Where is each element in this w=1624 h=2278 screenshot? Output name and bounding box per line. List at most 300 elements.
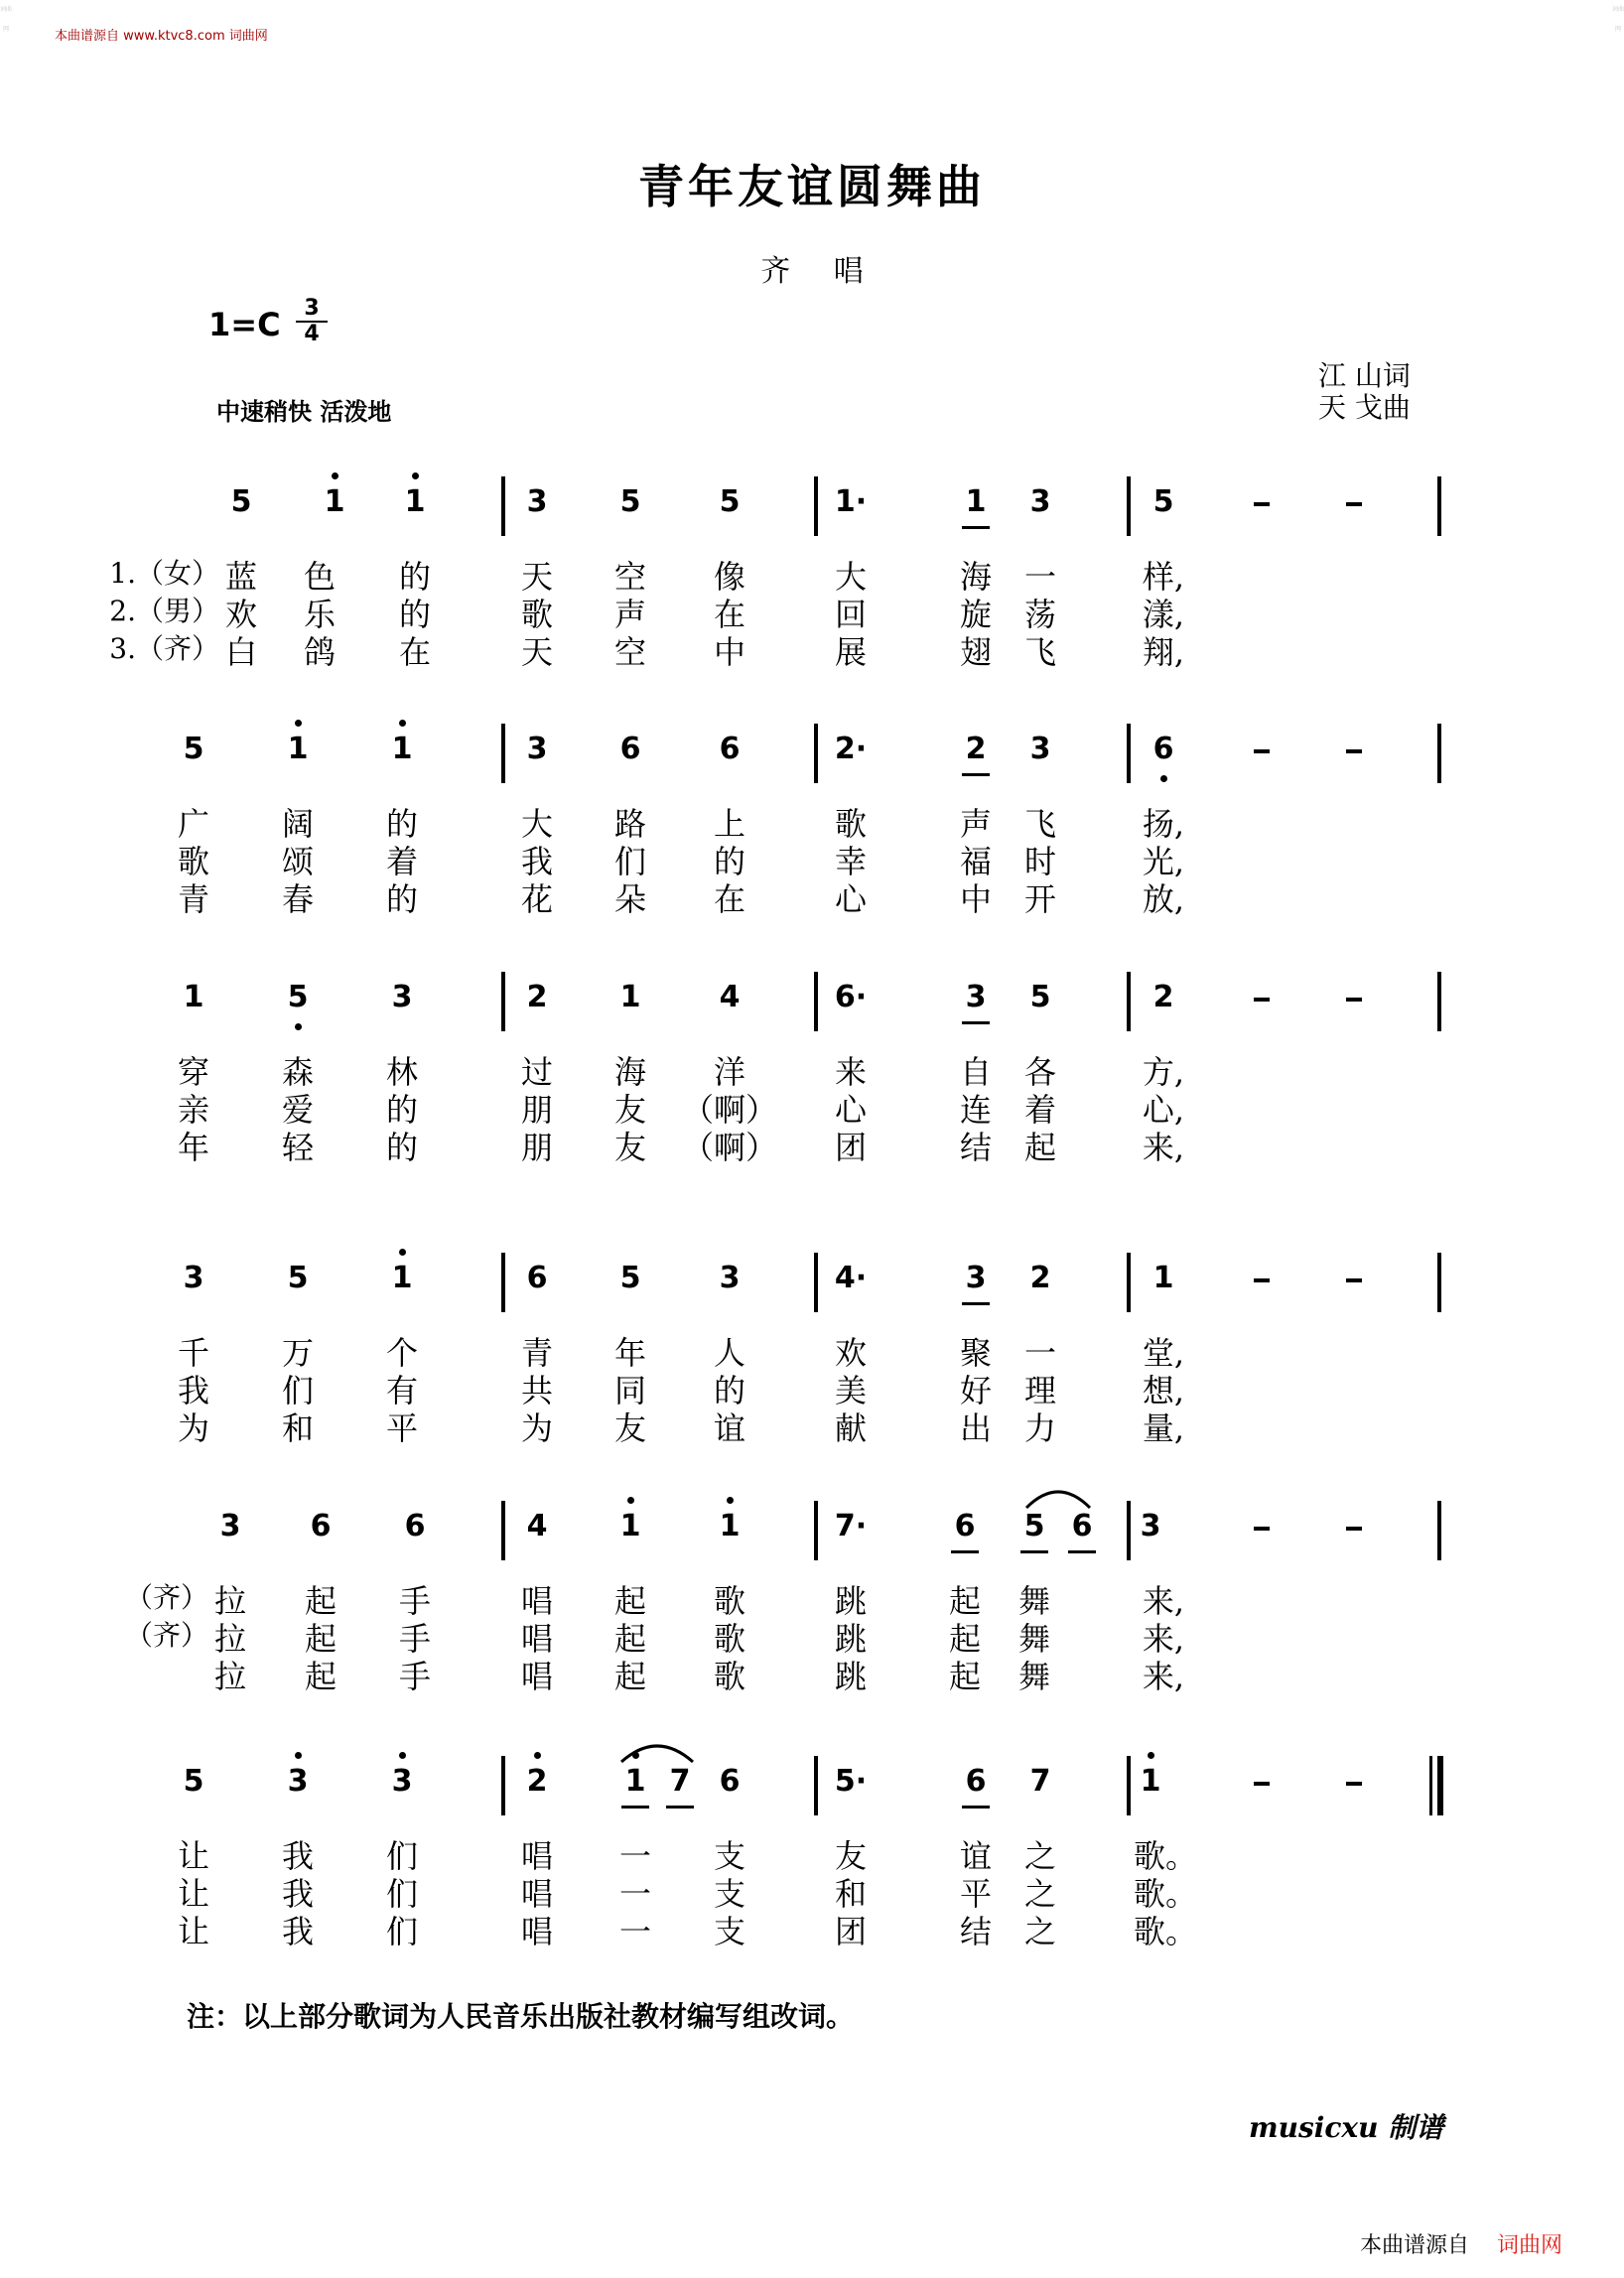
lyric-syllable: 扬, <box>1142 805 1185 843</box>
lyric-syllable: 天 <box>520 558 553 596</box>
lyric-syllable: 森 <box>281 1053 314 1091</box>
lyric-syllable: 支 <box>713 1837 745 1875</box>
lyric-syllable: 展 <box>834 633 867 671</box>
lyric-syllable: 青 <box>177 880 209 918</box>
lyric-syllable: 年 <box>177 1129 209 1166</box>
lyric-syllable: 起 <box>304 1582 337 1620</box>
lyric-syllable: 好 <box>959 1372 992 1409</box>
lyric-syllable: 结 <box>959 1129 992 1166</box>
jianpu-note: 3 <box>287 1764 309 1799</box>
eighth-underline <box>951 1550 979 1553</box>
right-edge-watermark: 词曲网 <box>1612 6 1624 33</box>
jianpu-note: 7 <box>1029 1764 1051 1799</box>
barline <box>814 1253 818 1312</box>
lyric-syllable: 像 <box>713 558 745 596</box>
lyric-syllable: 团 <box>834 1129 867 1166</box>
lyric-syllable: 心, <box>1142 1091 1185 1129</box>
lyric-syllable: 亲 <box>177 1091 209 1129</box>
jianpu-note: 2 <box>526 980 548 1014</box>
lyric-syllable: 的 <box>713 843 745 880</box>
barline <box>1437 1501 1441 1560</box>
credits <box>1318 360 1411 424</box>
lyric-syllable: 一 <box>1023 1334 1056 1372</box>
lyric-syllable: 献 <box>834 1409 867 1447</box>
time-signature <box>296 298 328 345</box>
octave-dot-low <box>295 1023 302 1030</box>
lyric-syllable: 唱 <box>520 1837 553 1875</box>
jianpu-note: 3 <box>219 1509 241 1543</box>
lyric-syllable: 着 <box>1023 1091 1056 1129</box>
jianpu-note: 2 <box>1152 980 1174 1014</box>
slur <box>621 1740 693 1764</box>
lyric-syllable: 一 <box>618 1837 651 1875</box>
lyric-syllable: 的 <box>398 558 431 596</box>
lyric-syllable: 歌。 <box>1134 1875 1198 1913</box>
barline <box>814 476 818 536</box>
jianpu-note: 3 <box>1029 732 1051 766</box>
lyric-syllable: 白 <box>224 633 257 671</box>
lyric-syllable: 心 <box>834 880 867 918</box>
octave-dot-high <box>627 1497 634 1504</box>
jianpu-note: 7· <box>834 1509 868 1543</box>
lyric-syllable: 连 <box>959 1091 992 1129</box>
lyric-syllable: 放, <box>1142 880 1185 918</box>
lyric-syllable: 跳 <box>834 1620 867 1658</box>
jianpu-note: 5 <box>1023 1509 1045 1543</box>
jianpu-note: 1 <box>391 1261 413 1295</box>
jianpu-note: 5 <box>719 484 741 519</box>
eighth-underline <box>962 1021 990 1024</box>
lyric-syllable: 友 <box>613 1129 646 1166</box>
verse-prefix: 1.（女） <box>109 557 219 590</box>
jianpu-note: 1 <box>183 980 204 1014</box>
lyric-syllable: 大 <box>834 558 867 596</box>
barline <box>814 724 818 783</box>
lyric-syllable: 旋 <box>959 596 992 633</box>
eighth-underline <box>621 1806 649 1809</box>
lyric-syllable: 我 <box>177 1372 209 1409</box>
lyric-syllable: 起 <box>948 1658 981 1695</box>
lyric-syllable: 手 <box>398 1582 431 1620</box>
header-source-text: 本曲谱源自 www.ktvc8.com 词曲网 <box>55 29 268 44</box>
barline <box>1127 476 1131 536</box>
jianpu-note: 6 <box>526 1261 548 1295</box>
lyric-syllable: 色 <box>303 558 336 596</box>
lyric-syllable: 开 <box>1023 880 1056 918</box>
lyric-syllable: 回 <box>834 596 867 633</box>
jianpu-note: 3 <box>719 1261 741 1295</box>
lyric-syllable: 歌 <box>834 805 867 843</box>
lyric-syllable: 歌 <box>713 1658 745 1695</box>
lyric-syllable: 的 <box>398 596 431 633</box>
lyric-syllable: 幸 <box>834 843 867 880</box>
lyric-syllable: 起 <box>304 1658 337 1695</box>
lyric-syllable: 来 <box>834 1053 867 1091</box>
lyric-syllable: 之 <box>1023 1875 1056 1913</box>
lyric-syllable: 一 <box>618 1875 651 1913</box>
sustain-dash <box>1254 749 1270 753</box>
jianpu-note: 5 <box>619 1261 641 1295</box>
sustain-dash <box>1254 998 1270 1002</box>
lyric-syllable: 个 <box>385 1334 418 1372</box>
jianpu-note: 3 <box>965 980 987 1014</box>
lyric-syllable: 声 <box>959 805 992 843</box>
lyric-syllable: 歌 <box>177 843 209 880</box>
lyric-syllable: 海 <box>613 1053 646 1091</box>
eighth-underline <box>962 1806 990 1809</box>
jianpu-note: 5 <box>287 980 309 1014</box>
octave-dot-high <box>399 720 406 727</box>
lyric-syllable: 鸽 <box>303 633 336 671</box>
octave-dot-high <box>332 472 338 479</box>
lyric-syllable: 空 <box>613 633 646 671</box>
eighth-underline <box>1068 1550 1096 1553</box>
lyric-syllable: 上 <box>713 805 745 843</box>
jianpu-note: 1 <box>719 1509 741 1543</box>
lyric-syllable: 拉 <box>213 1620 246 1658</box>
jianpu-note: 5 <box>230 484 252 519</box>
lyric-syllable: 起 <box>613 1582 646 1620</box>
time-signature-top: 3 <box>304 296 320 321</box>
lyric-syllable: 平 <box>385 1409 418 1447</box>
barline <box>501 1501 505 1560</box>
lyric-syllable: 们 <box>281 1372 314 1409</box>
barline <box>1127 1501 1131 1560</box>
lyric-syllable: 支 <box>713 1913 745 1950</box>
barline <box>1127 972 1131 1031</box>
barline <box>501 476 505 536</box>
lyric-syllable: 千 <box>177 1334 209 1372</box>
tempo-marking: 中速稍快 活泼地 <box>216 398 392 426</box>
lyric-syllable: 手 <box>398 1658 431 1695</box>
lyric-syllable: 舞 <box>1017 1582 1050 1620</box>
barline <box>814 1501 818 1560</box>
lyric-syllable: 和 <box>834 1875 867 1913</box>
lyric-syllable: 中 <box>959 880 992 918</box>
jianpu-note: 3 <box>1140 1509 1161 1543</box>
lyric-syllable: 翔, <box>1142 633 1185 671</box>
verse-prefix: （齐） <box>124 1619 208 1652</box>
lyric-syllable: 花 <box>520 880 553 918</box>
barline <box>1127 1253 1131 1312</box>
octave-dot-low <box>1160 775 1167 782</box>
lyric-syllable: 在 <box>713 596 745 633</box>
verse-prefix: （齐） <box>124 1581 208 1614</box>
lyric-syllable: 歌 <box>713 1582 745 1620</box>
lyric-syllable: （啊） <box>681 1091 777 1129</box>
lyric-syllable: 大 <box>520 805 553 843</box>
jianpu-note: 2 <box>965 732 987 766</box>
jianpu-note: 4 <box>719 980 741 1014</box>
lyric-syllable: 朋 <box>520 1129 553 1166</box>
barline <box>814 972 818 1031</box>
lyric-syllable: 空 <box>613 558 646 596</box>
lyric-syllable: 唱 <box>520 1875 553 1913</box>
jianpu-note: 5 <box>1152 484 1174 519</box>
composer-credit: 天 戈曲 <box>1318 391 1411 424</box>
lyric-syllable: 手 <box>398 1620 431 1658</box>
lyric-syllable: 平 <box>959 1875 992 1913</box>
final-barline-thin <box>1429 1756 1432 1815</box>
lyric-syllable: 声 <box>613 596 646 633</box>
lyric-syllable: 起 <box>948 1620 981 1658</box>
jianpu-note: 5 <box>1029 980 1051 1014</box>
lyric-syllable: 欢 <box>834 1334 867 1372</box>
engraver-credit: musicxu 制谱 <box>1249 2111 1444 2144</box>
eighth-underline <box>666 1806 694 1809</box>
lyric-syllable: 福 <box>959 843 992 880</box>
lyric-syllable: 跳 <box>834 1582 867 1620</box>
jianpu-note: 1· <box>834 484 868 519</box>
footer-site-link[interactable]: 词曲网 <box>1497 2233 1563 2258</box>
lyric-syllable: 支 <box>713 1875 745 1913</box>
song-title: 青年友谊圆舞曲 <box>638 160 986 213</box>
lyric-syllable: 让 <box>177 1837 209 1875</box>
jianpu-note: 3 <box>391 1764 413 1799</box>
lyric-syllable: 轻 <box>281 1129 314 1166</box>
jianpu-note: 6 <box>310 1509 332 1543</box>
lyric-syllable: 样, <box>1142 558 1185 596</box>
lyric-syllable: 同 <box>613 1372 646 1409</box>
octave-dot-high <box>1148 1752 1154 1759</box>
lyric-syllable: 的 <box>385 880 418 918</box>
lyric-syllable: 的 <box>713 1372 745 1409</box>
time-signature-bottom: 4 <box>304 322 320 346</box>
lyric-syllable: 颂 <box>281 843 314 880</box>
lyric-syllable: 跳 <box>834 1658 867 1695</box>
lyric-syllable: 起 <box>1023 1129 1056 1166</box>
lyric-syllable: 天 <box>520 633 553 671</box>
lyric-syllable: 友 <box>613 1409 646 1447</box>
jianpu-note: 5 <box>287 1261 309 1295</box>
eighth-underline <box>962 773 990 776</box>
barline <box>501 1253 505 1312</box>
jianpu-note: 1 <box>391 732 413 766</box>
jianpu-note: 5 <box>183 732 204 766</box>
lyric-syllable: 在 <box>398 633 431 671</box>
jianpu-note: 3 <box>526 484 548 519</box>
jianpu-note: 6 <box>619 732 641 766</box>
jianpu-note: 1 <box>624 1764 646 1799</box>
jianpu-note: 1 <box>324 484 345 519</box>
barline <box>1437 1253 1441 1312</box>
lyric-syllable: 歌。 <box>1134 1913 1198 1950</box>
lyric-syllable: 时 <box>1023 843 1056 880</box>
lyric-syllable: 万 <box>281 1334 314 1372</box>
jianpu-note: 2 <box>526 1764 548 1799</box>
eighth-underline <box>962 1302 990 1305</box>
lyric-syllable: 洋 <box>713 1053 745 1091</box>
jianpu-note: 7 <box>669 1764 691 1799</box>
jianpu-note: 5 <box>619 484 641 519</box>
lyric-syllable: 之 <box>1023 1837 1056 1875</box>
lyric-syllable: 在 <box>713 880 745 918</box>
lyric-syllable: 的 <box>385 805 418 843</box>
lyric-syllable: （啊） <box>681 1129 777 1166</box>
lyric-syllable: 理 <box>1023 1372 1056 1409</box>
song-subtitle: 齐 唱 <box>760 254 864 289</box>
lyric-syllable: 乐 <box>303 596 336 633</box>
lyricist-credit: 江 山词 <box>1318 359 1411 392</box>
jianpu-note: 1 <box>1152 1261 1174 1295</box>
sustain-dash <box>1346 502 1362 506</box>
lyric-syllable: 一 <box>618 1913 651 1950</box>
lyric-syllable: 飞 <box>1023 633 1056 671</box>
lyric-syllable: 的 <box>385 1129 418 1166</box>
lyric-syllable: 想, <box>1142 1372 1185 1409</box>
lyric-syllable: 光, <box>1142 843 1185 880</box>
jianpu-note: 3 <box>1029 484 1051 519</box>
lyric-syllable: 为 <box>520 1409 553 1447</box>
lyric-syllable: 中 <box>713 633 745 671</box>
sustain-dash <box>1346 749 1362 753</box>
jianpu-note: 6 <box>719 1764 741 1799</box>
sustain-dash <box>1346 1782 1362 1786</box>
jianpu-note: 6 <box>404 1509 426 1543</box>
jianpu-note: 1 <box>619 1509 641 1543</box>
verse-prefix: 3.（齐） <box>109 632 219 665</box>
lyric-syllable: 朵 <box>613 880 646 918</box>
barline <box>501 1756 505 1815</box>
eighth-underline <box>1020 1550 1048 1553</box>
barline <box>501 972 505 1031</box>
octave-dot-high <box>295 720 302 727</box>
lyric-syllable: 漾, <box>1142 596 1185 633</box>
lyric-syllable: 之 <box>1023 1913 1056 1950</box>
verse-prefix: 2.（男） <box>109 595 219 627</box>
sustain-dash <box>1254 1278 1270 1282</box>
jianpu-note: 5 <box>183 1764 204 1799</box>
lyric-syllable: 让 <box>177 1875 209 1913</box>
lyric-syllable: 歌 <box>520 596 553 633</box>
lyric-syllable: 出 <box>959 1409 992 1447</box>
lyric-syllable: 们 <box>385 1913 418 1950</box>
lyric-syllable: 各 <box>1023 1053 1056 1091</box>
final-barline-thick <box>1437 1756 1443 1815</box>
lyric-syllable: 唱 <box>520 1913 553 1950</box>
jianpu-note: 1 <box>287 732 309 766</box>
lyric-syllable: 量, <box>1142 1409 1185 1447</box>
lyric-syllable: 方, <box>1142 1053 1185 1091</box>
jianpu-note: 6 <box>965 1764 987 1799</box>
lyric-syllable: 蓝 <box>224 558 257 596</box>
lyric-syllable: 起 <box>948 1582 981 1620</box>
lyric-syllable: 朋 <box>520 1091 553 1129</box>
jianpu-note: 2· <box>834 732 868 766</box>
footer-source-text: 本曲谱源自 <box>1360 2233 1470 2258</box>
lyric-syllable: 青 <box>520 1334 553 1372</box>
jianpu-note: 4 <box>526 1509 548 1543</box>
lyric-syllable: 歌。 <box>1134 1837 1198 1875</box>
lyric-syllable: 唱 <box>520 1620 553 1658</box>
barline <box>814 1756 818 1815</box>
lyric-syllable: 我 <box>281 1875 314 1913</box>
lyric-syllable: 拉 <box>213 1582 246 1620</box>
sustain-dash <box>1254 1782 1270 1786</box>
barline <box>1437 972 1441 1031</box>
octave-dot-high <box>534 1752 541 1759</box>
lyric-syllable: 我 <box>520 843 553 880</box>
lyric-syllable: 和 <box>281 1409 314 1447</box>
lyric-syllable: 自 <box>959 1053 992 1091</box>
lyric-syllable: 广 <box>177 805 209 843</box>
lyric-syllable: 舞 <box>1017 1620 1050 1658</box>
lyric-syllable: 年 <box>613 1334 646 1372</box>
lyric-syllable: 让 <box>177 1913 209 1950</box>
sustain-dash <box>1346 1278 1362 1282</box>
octave-dot-high <box>399 1249 406 1256</box>
jianpu-note: 6· <box>834 980 868 1014</box>
footnote: 注：以上部分歌词为人民音乐出版社教材编写组改词。 <box>187 2000 855 2033</box>
octave-dot-high <box>295 1752 302 1759</box>
lyric-syllable: 飞 <box>1023 805 1056 843</box>
lyric-syllable: 林 <box>385 1053 418 1091</box>
slur <box>1026 1486 1090 1510</box>
octave-dot-high <box>412 472 419 479</box>
barline <box>501 724 505 783</box>
octave-dot-high <box>399 1752 406 1759</box>
sustain-dash <box>1346 1527 1362 1531</box>
lyric-syllable: 春 <box>281 880 314 918</box>
lyric-syllable: 们 <box>613 843 646 880</box>
lyric-syllable: 翅 <box>959 633 992 671</box>
jianpu-note: 6 <box>1071 1509 1093 1543</box>
jianpu-note: 1 <box>965 484 987 519</box>
lyric-syllable: 团 <box>834 1913 867 1950</box>
lyric-syllable: 起 <box>613 1620 646 1658</box>
lyric-syllable: 起 <box>304 1620 337 1658</box>
sustain-dash <box>1254 1527 1270 1531</box>
lyric-syllable: 唱 <box>520 1582 553 1620</box>
jianpu-note: 1 <box>619 980 641 1014</box>
lyric-syllable: 友 <box>613 1091 646 1129</box>
lyric-syllable: 歌 <box>713 1620 745 1658</box>
jianpu-note: 2 <box>1029 1261 1051 1295</box>
lyric-syllable: 有 <box>385 1372 418 1409</box>
lyric-syllable: 共 <box>520 1372 553 1409</box>
jianpu-note: 6 <box>1152 732 1174 766</box>
left-edge-watermark: 词曲网 <box>0 6 12 33</box>
lyric-syllable: 谊 <box>713 1409 745 1447</box>
jianpu-note: 3 <box>183 1261 204 1295</box>
lyric-syllable: 一 <box>1023 558 1056 596</box>
lyric-syllable: 我 <box>281 1837 314 1875</box>
lyric-syllable: 舞 <box>1017 1658 1050 1695</box>
octave-dot-high <box>727 1497 734 1504</box>
jianpu-note: 3 <box>965 1261 987 1295</box>
lyric-syllable: 荡 <box>1023 596 1056 633</box>
lyric-syllable: 人 <box>713 1334 745 1372</box>
lyric-syllable: 的 <box>385 1091 418 1129</box>
jianpu-note: 1 <box>1140 1764 1161 1799</box>
jianpu-note: 5· <box>834 1764 868 1799</box>
jianpu-note: 6 <box>954 1509 976 1543</box>
lyric-syllable: 着 <box>385 843 418 880</box>
key-signature: 1=C <box>208 306 281 343</box>
lyric-syllable: 美 <box>834 1372 867 1409</box>
barline <box>1437 724 1441 783</box>
lyric-syllable: 欢 <box>224 596 257 633</box>
lyric-syllable: 起 <box>613 1658 646 1695</box>
jianpu-note: 6 <box>719 732 741 766</box>
lyric-syllable: 们 <box>385 1875 418 1913</box>
lyric-syllable: 们 <box>385 1837 418 1875</box>
lyric-syllable: 唱 <box>520 1658 553 1695</box>
lyric-syllable: 拉 <box>213 1658 246 1695</box>
jianpu-note: 3 <box>526 732 548 766</box>
lyric-syllable: 为 <box>177 1409 209 1447</box>
lyric-syllable: 聚 <box>959 1334 992 1372</box>
